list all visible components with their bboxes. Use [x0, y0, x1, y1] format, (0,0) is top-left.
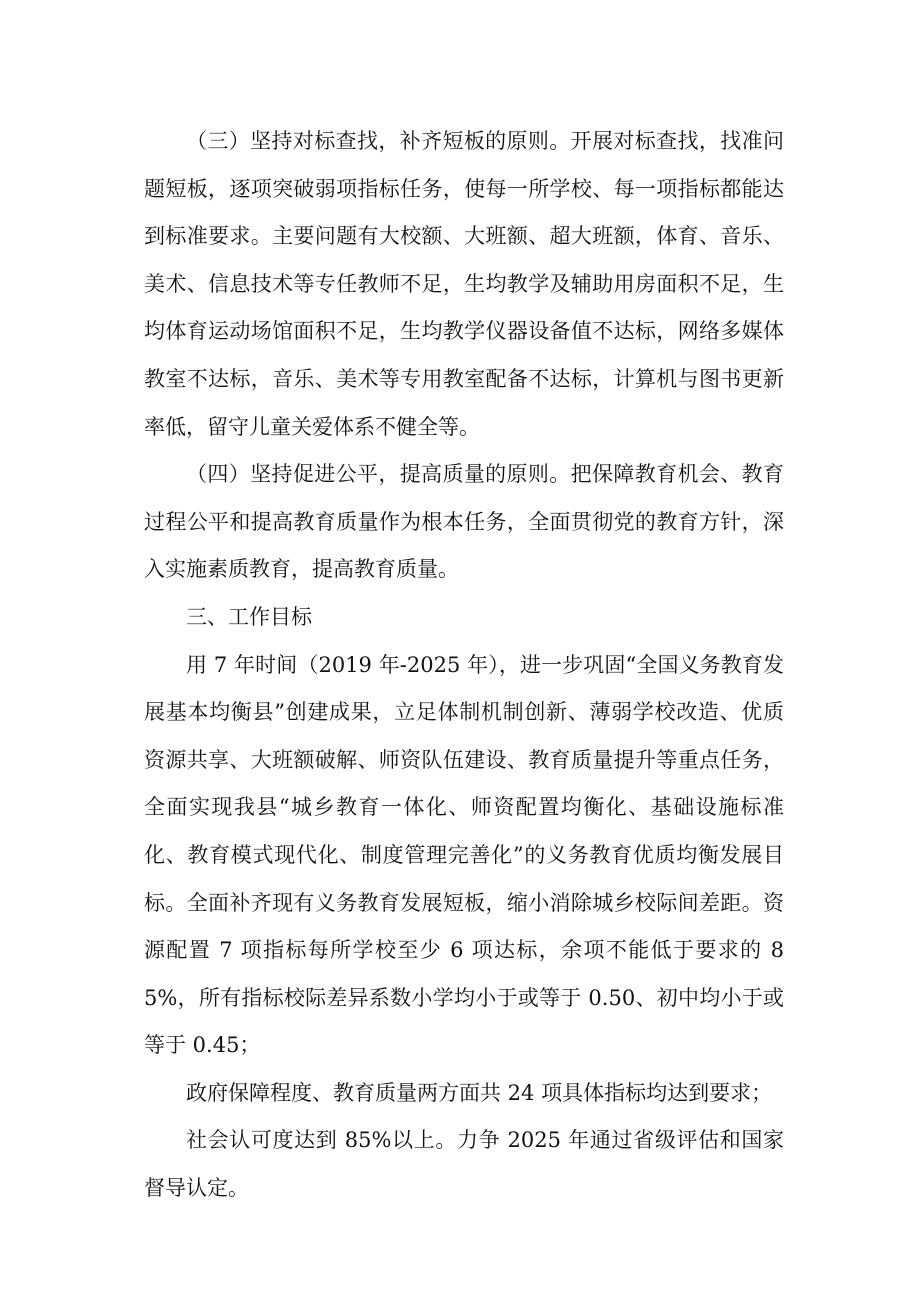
section-heading-work-goals: 三、工作目标 — [186, 604, 312, 629]
document-body — [144, 118, 784, 1213]
paragraph-work-goals: 用 7 年时间（2019 年-2025 年），进一步巩固“全国义务教育发展基本均衡县”创建成果，立足体制机制创新、薄弱学校改造、优质资源共享、大班额破解、师资队伍建设、教育质量提升等重点任务，全面实现我县“城乡教育一体化、师资配置均衡化、基础设施标准化、教育模式现代化、制度管理完善化”的义务教育优质均衡发展目标。全面补齐现有义务教育发展短板，缩小消除城乡校际间差距。资源配置 7 项指标每所学校至少 6 项达标，余项不能低于要求的 85%，所有指标校际差异系数小学均小于或等于 0.50、初中均小于或等于 0.45； — [144, 652, 784, 1058]
paragraph-principle-four: （四）坚持促进公平，提高质量的原则。把保障教育机会、教育过程公平和提高教育质量作为根本任务，全面贯彻党的教育方针，深入实施素质教育，提高教育质量。 — [144, 462, 784, 582]
paragraph-government-indicators: 政府保障程度、教育质量两方面共 24 项具体指标均达到要求； — [186, 1080, 773, 1105]
paragraph-social-recognition: 社会认可度达到 85%以上。力争 2025 年通过省级评估和国家督导认定。 — [144, 1128, 784, 1201]
paragraph-principle-three: （三）坚持对标查找，补齐短板的原则。开展对标查找，找准问题短板，逐项突破弱项指标任务，使每一所学校、每一项指标都能达到标准要求。主要问题有大校额、大班额、超大班额，体育、音乐、美术、信息技术等专任教师不足，生均教学及辅助用房面积不足，生均体育运动场馆面积不足，生均教学仪器设备值不达标，网络多媒体教室不达标，音乐、美术等专用教室配备不达标，计算机与图书更新率低，留守儿童关爱体系不健全等。 — [144, 129, 784, 439]
